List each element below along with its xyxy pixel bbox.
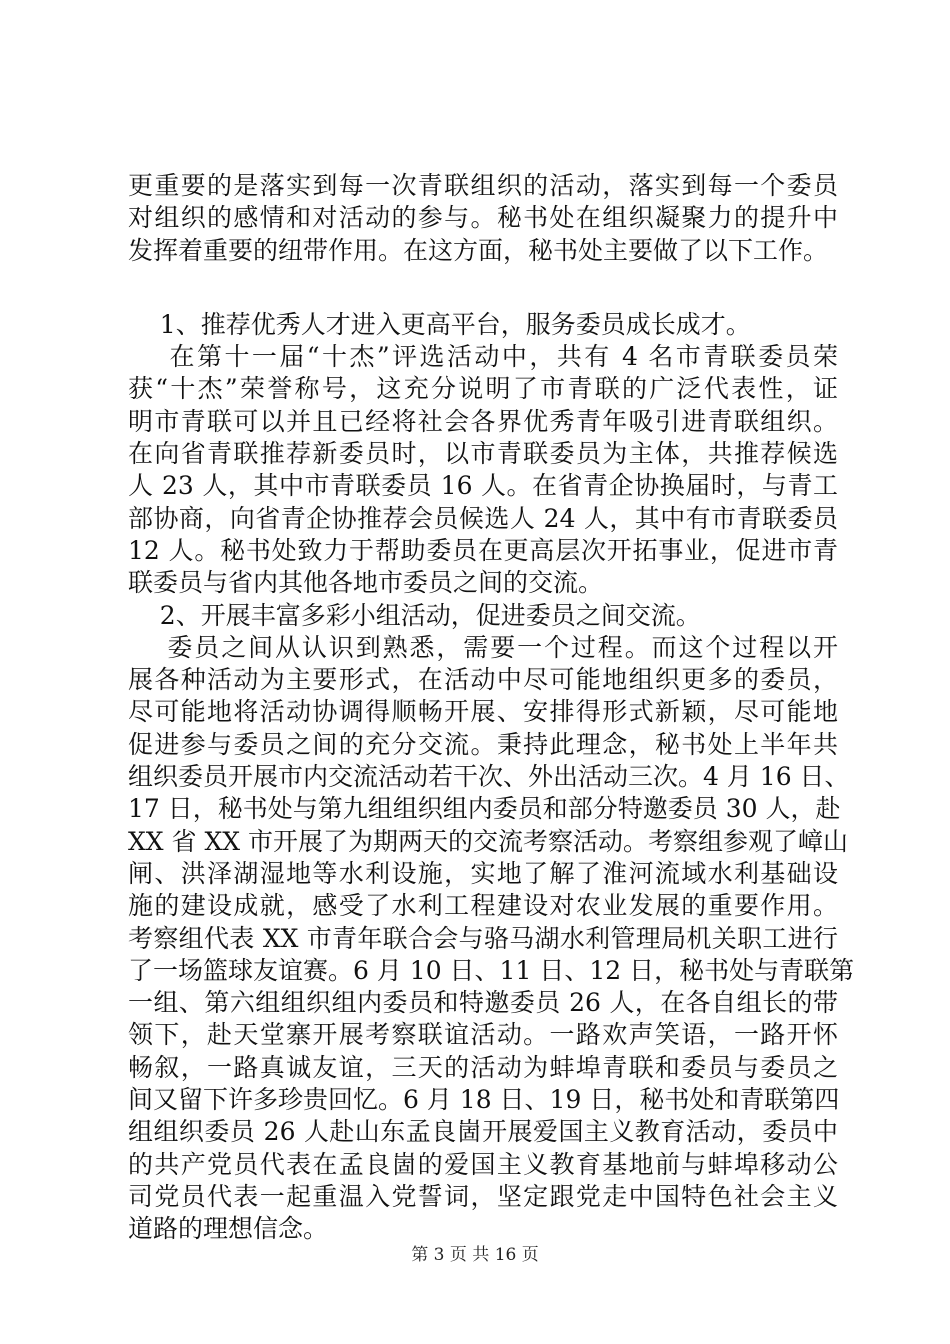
text-line: 考察组代表 XX 市青年联合会与骆马湖水利管理局机关职工进行 — [128, 923, 838, 953]
text-line: 畅叙，一路真诚友谊，三天的活动为蚌埠青联和委员与委员之 — [128, 1052, 838, 1082]
text-line: 间又留下许多珍贵回忆。6 月 18 日、19 日，秘书处和青联第四 — [128, 1085, 840, 1115]
text-line: 尽可能地将活动协调得顺畅开展、安排得形式新颖，尽可能地 — [128, 697, 838, 727]
paragraph-gap — [128, 267, 838, 309]
section-2 — [128, 600, 855, 1246]
text-line: 对组织的感情和对活动的参与。秘书处在组织凝聚力的提升中 — [128, 203, 838, 233]
text-line: 更重要的是落实到每一次青联组织的活动，落实到每一个委员 — [128, 171, 838, 200]
text-line: 展各种活动为主要形式，在活动中尽可能地组织更多的委员， — [128, 665, 838, 695]
text-line: 17 日，秘书处与第九组组织组内委员和部分特邀委员 30 人，赴 — [128, 794, 841, 824]
section-2-heading: 2、开展丰富多彩小组活动，促进委员之间交流。 — [128, 600, 701, 630]
section-1 — [128, 309, 838, 600]
text-line: 明市青联可以并且已经将社会各界优秀青年吸引进青联组织。 — [128, 406, 838, 436]
text-line: 组织委员开展市内交流活动若干次、外出活动三次。4 月 16 日、 — [128, 762, 850, 792]
text-line: 的共产党员代表在孟良崮的爱国主义教育基地前与蚌埠移动公 — [128, 1149, 838, 1179]
text-line: 了一场篮球友谊赛。6 月 10 日、11 日、12 日，秘书处与青联第 — [128, 955, 855, 985]
text-line: 在向省青联推荐新委员时，以市青联委员为主体，共推荐候选 — [128, 439, 838, 469]
text-line: 委员之间从认识到熟悉，需要一个过程。而这个过程以开 — [128, 632, 838, 662]
intro-paragraph — [128, 170, 838, 267]
document-body — [128, 170, 855, 1246]
text-line: 组组织委员 26 人赴山东孟良崮开展爱国主义教育活动，委员中 — [128, 1117, 838, 1147]
text-line: 人 23 人，其中市青联委员 16 人。在省青企协换届时，与青工 — [128, 471, 838, 501]
text-line: 一组、第六组组织组内委员和特邀委员 26 人，在各自组长的带 — [128, 988, 838, 1018]
text-line: 施的建设成就，感受了水利工程建设对农业发展的重要作用。 — [128, 891, 838, 921]
text-line: 领下，赴天堂寨开展考察联谊活动。一路欢声笑语，一路开怀 — [128, 1020, 838, 1050]
text-line: 在第十一届“十杰”评选活动中，共有 4 名市青联委员荣 — [128, 342, 838, 372]
text-line: 道路的理想信念。 — [128, 1214, 329, 1244]
section-1-heading: 1、推荐优秀人才进入更高平台，服务委员成长成才。 — [128, 309, 751, 339]
text-line: 12 人。秘书处致力于帮助委员在更高层次开拓事业，促进市青 — [128, 535, 838, 565]
text-line: 闸、洪泽湖湿地等水利设施，实地了解了淮河流域水利基础设 — [128, 858, 838, 888]
page-number-label: 第 3 页 共 16 页 — [411, 1245, 539, 1265]
text-line: 联委员与省内其他各地市委员之间的交流。 — [128, 568, 604, 598]
text-line: 部协商，向省青企协推荐会员候选人 24 人，其中有市青联委员 — [128, 503, 838, 533]
page-footer — [0, 1240, 950, 1265]
text-line: 发挥着重要的纽带作用。在这方面，秘书处主要做了以下工作。 — [128, 235, 829, 265]
text-line: 获“十杰”荣誉称号，这充分说明了市青联的广泛代表性，证 — [128, 374, 838, 404]
text-line: 促进参与委员之间的充分交流。秉持此理念，秘书处上半年共 — [128, 729, 838, 759]
text-line: XX 省 XX 市开展了为期两天的交流考察活动。考察组参观了嶂山 — [128, 826, 849, 856]
text-line: 司党员代表一起重温入党誓词，坚定跟党走中国特色社会主义 — [128, 1181, 838, 1211]
